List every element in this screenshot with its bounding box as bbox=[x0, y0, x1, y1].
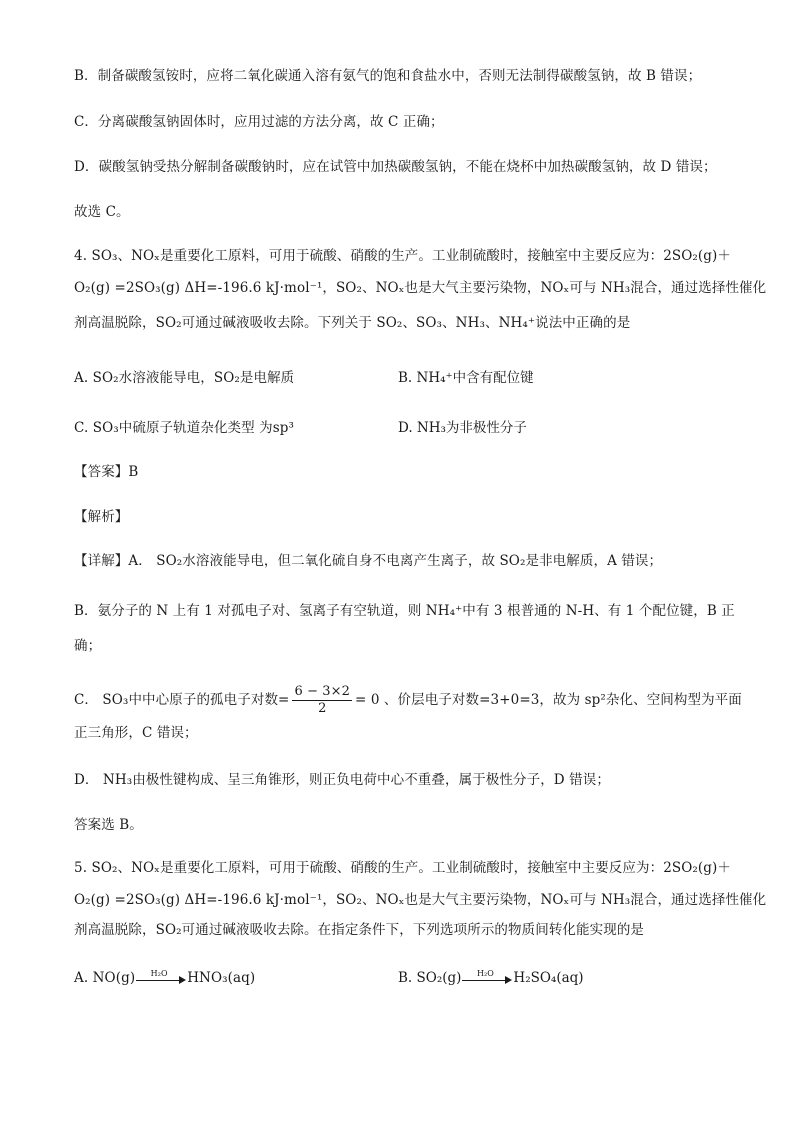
q5-option-b-product: H₂SO₄(aq) bbox=[513, 970, 584, 986]
q3-option-b-explanation: B．制备碳酸氢铵时，应将二氧化碳通入溶有氨气的饱和食盐水中，否则无法制得碳酸氢钠，故 B 错误； bbox=[74, 68, 702, 84]
q4-answer: 【答案】B bbox=[74, 464, 139, 480]
reaction-arrow bbox=[136, 968, 186, 986]
q4-detail-c-line-1 bbox=[74, 684, 742, 717]
q4-detail-b-line-2: 确； bbox=[74, 638, 102, 654]
fraction-denominator: 2 bbox=[318, 701, 327, 716]
reaction-condition: H₂O bbox=[477, 968, 494, 978]
q4-detail-a: 【详解】A． SO₂水溶液能导电，但二氧化硫自身不电离产生离子，故 SO₂是非电解质，A 错误； bbox=[74, 553, 663, 569]
reaction-arrow bbox=[462, 968, 512, 986]
q5-stem-line-2: O₂(g) =2SO₃(g) ΔH=-196.6 kJ·mol⁻¹，SO₂、NOₓ也是大气主要污染物，NOₓ可与 NH₃混合，通过选择性催化 bbox=[74, 892, 767, 908]
q4-option-c: C. SO₃中硫原子轨道杂化类型 为sp³ bbox=[74, 420, 295, 436]
q5-option-b bbox=[398, 968, 584, 988]
q4-stem-line-1: 4. SO₃、NOₓ是重要化工原料，可用于硫酸、硝酸的生产。工业制硫酸时，接触室中主要反应为：2SO₂(g)＋ bbox=[74, 248, 731, 264]
q5-option-a-reactant: A. NO(g) bbox=[74, 970, 136, 986]
arrow-head-icon bbox=[505, 976, 512, 984]
reaction-condition: H₂O bbox=[150, 968, 168, 978]
q3-option-c-explanation: C．分离碳酸氢钠固体时，应用过滤的方法分离，故 C 正确； bbox=[74, 114, 444, 130]
q5-stem-line-3: 剂高温脱除，SO₂可通过碱液吸收去除。在指定条件下，下列选项所示的物质间转化能实现的是 bbox=[74, 922, 645, 938]
q4-option-b: B. NH₄⁺中含有配位键 bbox=[398, 370, 534, 386]
q3-conclusion: 故选 C。 bbox=[74, 204, 130, 220]
q5-stem-line-1: 5. SO₂、NOₓ是重要化工原料，可用于硫酸、硝酸的生产。工业制硫酸时，接触室中主要反应为：2SO₂(g)＋ bbox=[74, 860, 731, 876]
q4-analysis-label: 【解析】 bbox=[74, 509, 129, 525]
arrow-shaft bbox=[136, 980, 182, 981]
q4-option-d: D. NH₃为非极性分子 bbox=[398, 420, 527, 436]
arrow-head-icon bbox=[179, 976, 186, 984]
q4-conclusion: 答案选 B。 bbox=[74, 817, 143, 833]
q4-detail-c-line-2: 正三角形，C 错误； bbox=[74, 725, 198, 741]
lone-pair-fraction bbox=[292, 684, 352, 717]
q4-detail-b-line-1: B．氨分子的 N 上有 1 对孤电子对、氢离子有空轨道，则 NH₄⁺中有 3 根普通的 N-H、有 1 个配位键，B 正 bbox=[74, 603, 735, 619]
q5-option-a-product: HNO₃(aq) bbox=[187, 970, 256, 986]
fraction-numerator: 6 − 3×2 bbox=[294, 684, 351, 699]
q4-option-a: A. SO₂水溶液能导电，SO₂是电解质 bbox=[74, 370, 295, 386]
q3-option-d-explanation: D．碳酸氢钠受热分解制备碳酸钠时，应在试管中加热碳酸氢钠，不能在烧杯中加热碳酸氢钠，故 D 错误； bbox=[74, 159, 717, 175]
q4-stem-line-3: 剂高温脱除，SO₂可通过碱液吸收去除。下列关于 SO₂、SO₃、NH₃、NH₄⁺说法中正确的是 bbox=[74, 315, 631, 331]
q4-detail-c-prefix: C． SO₃中中心原子的孤电子对数= bbox=[74, 692, 290, 708]
q4-detail-c-suffix: = 0 、价层电子对数=3+0=3，故为 sp²杂化、空间构型为平面 bbox=[355, 692, 742, 708]
q4-stem-line-2: O₂(g) =2SO₃(g) ΔH=-196.6 kJ·mol⁻¹，SO₂、NOₓ也是大气主要污染物，NOₓ可与 NH₃混合，通过选择性催化 bbox=[74, 280, 767, 296]
q5-option-b-reactant: B. SO₂(g) bbox=[398, 970, 462, 986]
q4-detail-d: D． NH₃由极性键构成、呈三角锥形，则正负电荷中心不重叠，属于极性分子，D 错误； bbox=[74, 772, 610, 788]
arrow-shaft bbox=[462, 980, 508, 981]
